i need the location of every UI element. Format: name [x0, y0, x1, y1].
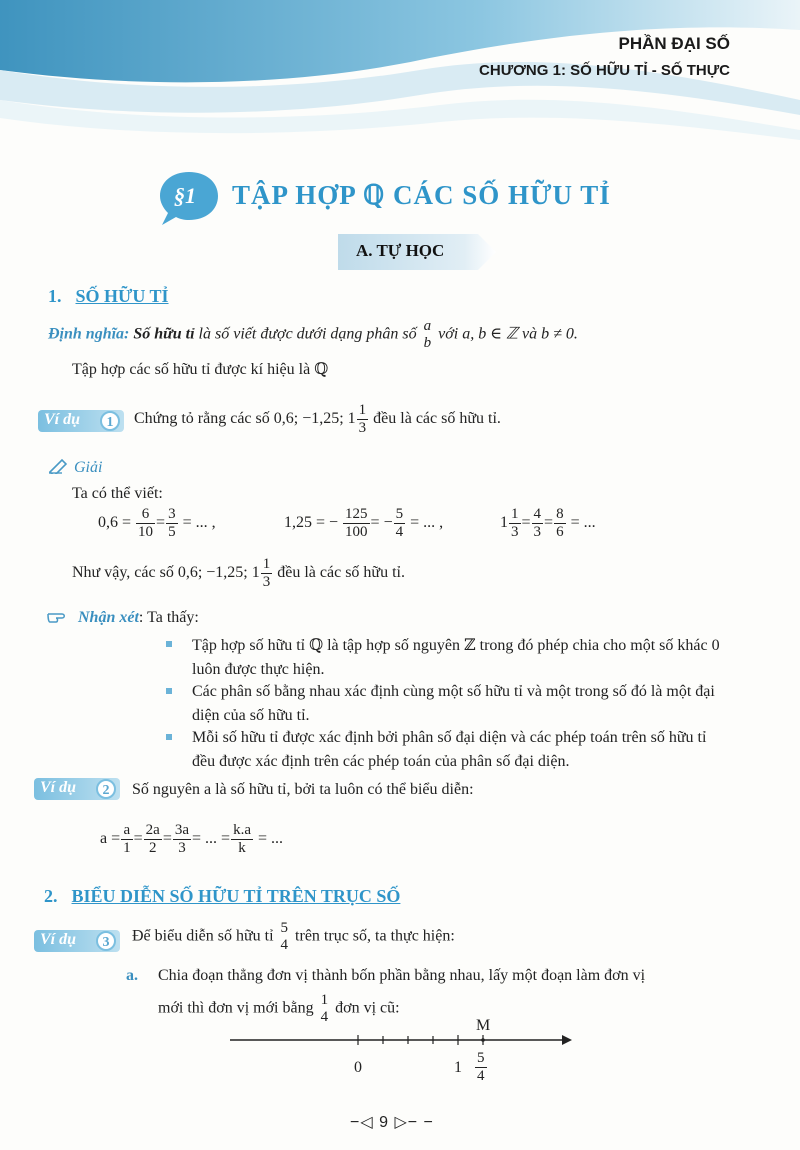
- bullet-icon: [166, 688, 172, 694]
- set-notation-line: Tập hợp các số hữu tỉ được kí hiệu là ℚ: [72, 361, 329, 378]
- section-badge: §1: [156, 168, 222, 228]
- section-2-heading: 2. BIỂU DIỄN SỐ HỮU TỈ TRÊN TRỤC SỐ: [44, 886, 401, 906]
- remark-item-2: Các phân số bằng nhau xác định cùng một số hữu tỉ và một trong số đó là một đại diện của số hữu tỉ.: [192, 683, 715, 724]
- equation-1: 0,6 = $\frac{6}{10}$ = $\frac{3}{5}$ = ... ,: [98, 506, 216, 540]
- section-title: TẬP HỢP ℚ CÁC SỐ HỮU TỈ: [232, 180, 611, 210]
- example-3-badge: Ví dụ 3: [34, 930, 120, 952]
- bullet-icon: [166, 734, 172, 740]
- remark-heading: Nhận xét: Ta thấy:: [78, 609, 199, 626]
- example-2-text: Số nguyên a là số hữu tỉ, bởi ta luôn có thể biểu diễn:: [132, 781, 474, 798]
- chapter-title: CHƯƠNG 1: SỐ HỮU TỈ - SỐ THỰC: [479, 62, 730, 79]
- step-a-label: a.: [126, 967, 138, 984]
- equation-3: 1 $\frac{1}{3}$ = $\frac{4}{3}$ = $\frac{8}{6}$ = ...: [500, 506, 596, 540]
- bullet-icon: [166, 641, 172, 647]
- equation-2: 1,25 = − $\frac{125}{100}$ = − $\frac{5}{4}$ = ... ,: [284, 506, 444, 540]
- step-a-line-2: mới thì đơn vị mới bằng 1 4 đơn vị cũ:: [158, 992, 400, 1025]
- pointing-hand-icon: [46, 608, 72, 629]
- point-m-label: M: [476, 1017, 491, 1034]
- axis-zero-label: 0: [354, 1059, 362, 1076]
- solution-label: Giải: [74, 459, 103, 476]
- example-1-badge: Ví dụ 1: [38, 410, 124, 432]
- subheading-box: A. TỰ HỌC: [338, 234, 458, 268]
- solution-line-1: Ta có thể viết:: [72, 485, 163, 502]
- pen-icon: [48, 456, 70, 479]
- step-a-line-1: Chia đoạn thẳng đơn vị thành bốn phần bằng nhau, lấy một đoạn làm đơn vị: [158, 967, 646, 984]
- page-number: −◁ 9 ▷− −: [350, 1114, 434, 1131]
- example-1-text: Chứng tỏ rằng các số 0,6; −1,25; 1 $\frac{1}{3}$ đều là các số hữu tỉ.: [134, 402, 501, 436]
- remark-item-3: Mỗi số hữu tỉ được xác định bởi phân số đại diện và các phép toán trên số hữu tỉ đều được xác định trên các phép toán của phân số đại diện.: [192, 729, 707, 770]
- example-3-text: Để biểu diễn số hữu tỉ 5 4 trên trục số, ta thực hiện:: [132, 920, 455, 953]
- part-title: PHẦN ĐẠI SỐ: [618, 34, 730, 53]
- example-2-badge: Ví dụ 2: [34, 778, 120, 800]
- remark-item-1: Tập hợp số hữu tỉ ℚ là tập hợp số nguyên ℤ trong đó phép chia cho một số khác 0 luôn được thực hiện.: [192, 637, 720, 678]
- definition: Định nghĩa: Số hữu tỉ là số viết được dưới dạng phân số a b với a, b ∈ ℤ và b ≠ 0.: [48, 318, 578, 351]
- axis-one-label: 1: [454, 1059, 462, 1076]
- number-line: [228, 1030, 578, 1050]
- example-1-conclusion: Như vậy, các số 0,6; −1,25; 1 $\frac{1}{3}$ đều là các số hữu tỉ.: [72, 556, 405, 590]
- section-1-heading: 1. SỐ HỮU TỈ: [48, 286, 169, 306]
- axis-m-value: $\frac{5}{4}$: [477, 1050, 485, 1084]
- example-2-equation: a = $\frac{a}{1}$ = $\frac{2a}{2}$ = $\frac{3a}{3}$ = ... = $\frac{k.a}{k}$ = ...: [100, 822, 284, 856]
